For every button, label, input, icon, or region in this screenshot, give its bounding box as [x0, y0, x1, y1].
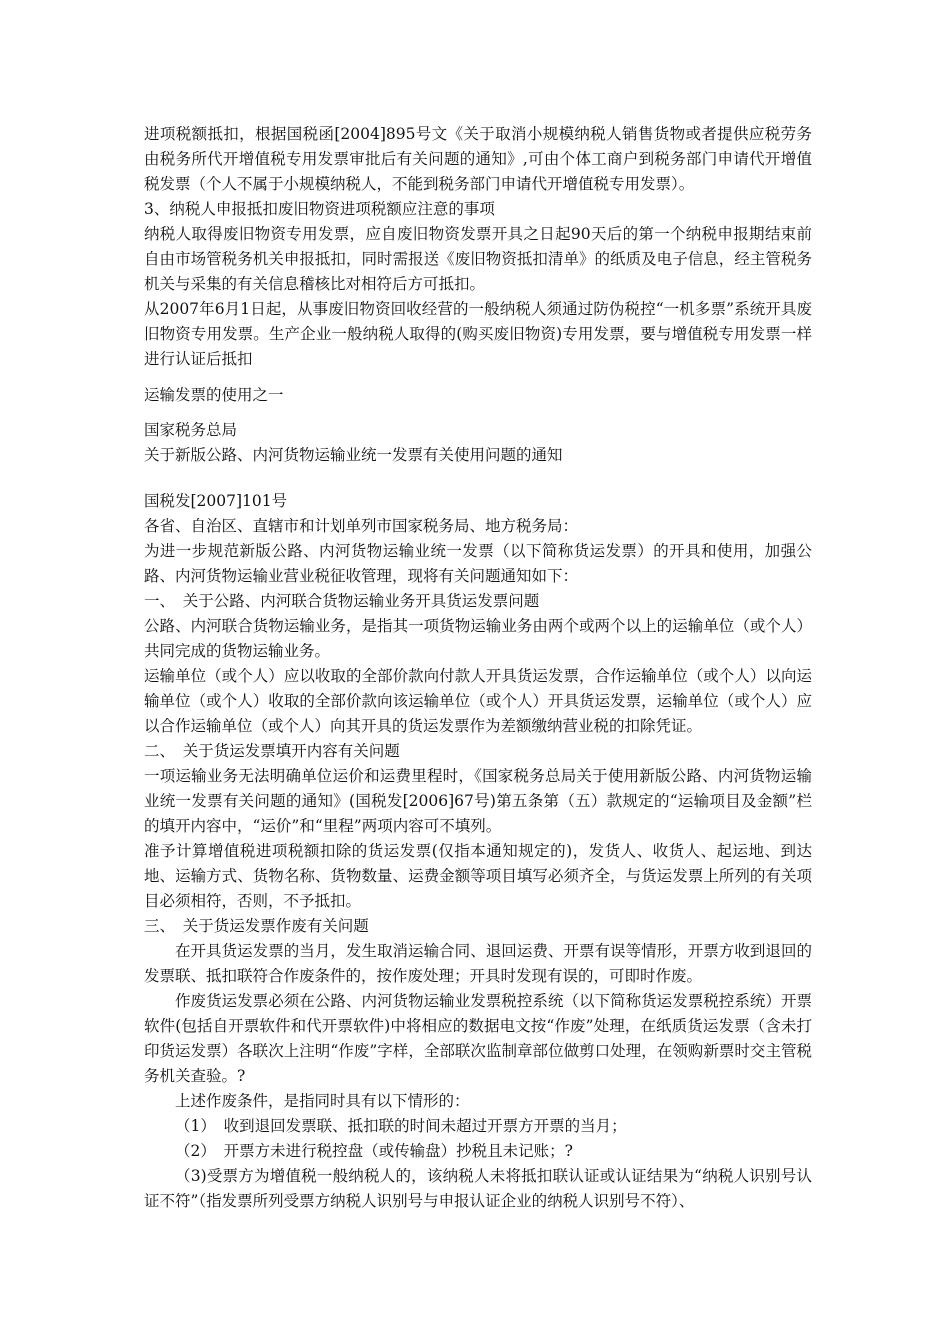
spacer — [144, 468, 812, 489]
section-input-tax-deduction — [144, 122, 812, 372]
paragraph: 上述作废条件，是指同时具有以下情形的： — [175, 1092, 470, 1110]
clause-heading-1: 一、 关于公路、内河联合货物运输业务开具货运发票问题 — [144, 592, 540, 610]
section-title: 运输发票的使用之一 — [144, 386, 284, 404]
list-item: （2） 开票方未进行税控盘（或传输盘）抄税且未记账；? — [175, 1142, 573, 1160]
paragraph: 准予计算增值税进项税额扣除的货运发票(仅指本通知规定的)，发货人、收货人、起运地、到达地、运输方式、货物名称、货物数量、运费金额等项目填写必须齐全，与货运发票上所列的有关项目必须相符，否则，不予抵扣。 — [144, 842, 812, 910]
paragraph: 运输单位（或个人）应以收取的全部价款向付款人开具货运发票，合作运输单位（或个人）以向运输单位（或个人）收取的全部价款向该运输单位（或个人）开具货运发票，运输单位（或个人）应以合作运输单位（或个人）向其开具的货运发票作为差额缴纳营业税的扣除凭证。 — [144, 667, 812, 735]
document-number: 国税发[2007]101号 — [144, 492, 288, 510]
document-page — [144, 122, 812, 1214]
section-issuer — [144, 418, 812, 468]
paragraph: 从2007年6月1日起，从事废旧物资回收经营的一般纳税人须通过防伪税控“一机多票”系统开具废旧物资专用发票。生产企业一般纳税人取得的(购买废旧物资)专用发票，要与增值税专用发票一样进行认证后抵扣 — [144, 300, 812, 368]
notice-title: 关于新版公路、内河货物运输业统一发票有关使用问题的通知 — [144, 446, 563, 464]
paragraph: 进项税额抵扣，根据国税函[2004]895号文《关于取消小规模纳税人销售货物或者提供应税劳务由税务所代开增值税专用发票审批后有关问题的通知》,可由个体工商户到税务部门申请代开增值税发票（个人不属于小规模纳税人，不能到税务部门申请代开增值税专用发票）。 — [144, 125, 812, 193]
addressee: 各省、自治区、直辖市和计划单列市国家税务局、地方税务局： — [144, 517, 579, 535]
paragraph: 为进一步规范新版公路、内河货物运输业统一发票（以下简称货运发票）的开具和使用，加强公路、内河货物运输业营业税征收管理，现将有关问题通知如下： — [144, 542, 812, 585]
issuer-name: 国家税务总局 — [144, 421, 238, 439]
paragraph: 在开具货运发票的当月，发生取消运输合同、退回运费、开票有误等情形，开票方收到退回的发票联、抵扣联符合作废条件的，按作废处理；开具时发现有误的，可即时作废。 — [144, 942, 812, 985]
paragraph: 纳税人取得废旧物资专用发票，应自废旧物资发票开具之日起90天后的第一个纳税申报期结束前自由市场管税务机关申报抵扣，同时需报送《废旧物资抵扣清单》的纸质及电子信息，经主管税务机关与采集的有关信息稽核比对相符后方可抵扣。 — [144, 225, 812, 293]
spacer — [144, 408, 812, 418]
list-item: （1） 收到退回发票联、抵扣联的时间未超过开票方开票的当月； — [175, 1117, 627, 1135]
list-item: （3)受票方为增值税一般纳税人的，该纳税人未将抵扣联认证或认证结果为“纳税人识别号认证不符”（指发票所列受票方纳税人识别号与申报认证企业的纳税人识别号不符）、 — [144, 1167, 812, 1210]
paragraph: 一项运输业务无法明确单位运价和运费里程时，《国家税务总局关于使用新版公路、内河货物运输业统一发票有关问题的通知》(国税发[2006]67号)第五条第（五）款规定的“运输项目及金额”栏的填开内容中，“运价”和“里程”两项内容可不填列。 — [144, 767, 812, 835]
paragraph: 公路、内河联合货物运输业务，是指其一项货物运输业务由两个或两个以上的运输单位（或个人）共同完成的货物运输业务。 — [144, 617, 812, 660]
paragraph-heading: 3、纳税人申报抵扣废旧物资进项税额应注意的事项 — [144, 200, 495, 218]
section-notice-body — [144, 489, 812, 1214]
section-transport-invoice-title — [144, 383, 812, 408]
spacer — [144, 372, 812, 383]
clause-heading-3: 三、 关于货运发票作废有关问题 — [144, 917, 369, 935]
paragraph: 作废货运发票必须在公路、内河货物运输业发票税控系统（以下简称货运发票税控系统）开票软件(包括自开票软件和代开票软件)中将相应的数据电文按“作废”处理，在纸质货运发票（含未打印货运发票）各联次上注明“作废”字样，全部联次监制章部位做剪口处理，在领购新票时交主管税务机关查验。? — [144, 992, 812, 1085]
clause-heading-2: 二、 关于货运发票填开内容有关问题 — [144, 742, 400, 760]
